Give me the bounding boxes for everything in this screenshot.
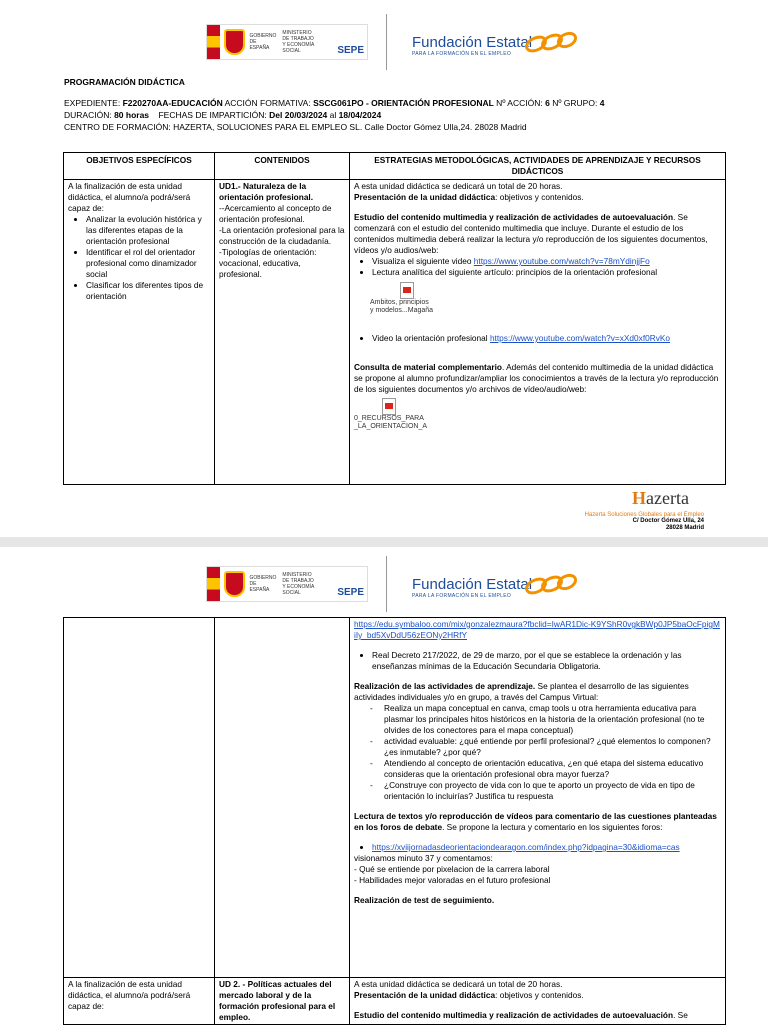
- grupo-value: 4: [599, 98, 605, 108]
- table-row: [64, 180, 726, 485]
- lectura-intro: [354, 811, 721, 833]
- video1-link[interactable]: https://www.youtube.com/watch?v=78mYdinjjFo: [473, 256, 650, 266]
- ud1-consulta: [354, 362, 721, 395]
- estrategias-cell-continued: [350, 618, 726, 978]
- grupo-label: Nº GRUPO:: [549, 98, 600, 108]
- contenido-item: -Tipologías de orientación: vocacional, educativa, profesional.: [219, 247, 317, 279]
- recursos-list: [354, 256, 721, 278]
- consulta-bold: Consulta de material complementario: [354, 362, 502, 372]
- government-logo: [206, 24, 368, 60]
- centro-line: CENTRO DE FORMACIÓN: HAZERTA, SOLUCIONES PARA EL EMPLEO SL. Calle Doctor Gómez Ulla,24. 28028 Madrid: [64, 122, 527, 132]
- list-item: [372, 256, 721, 267]
- list-item: [372, 333, 721, 344]
- ministry-text: MINISTERIO DE TRABAJO Y ECONOMÍA SOCIAL: [282, 30, 315, 54]
- programacion-table: [63, 152, 726, 485]
- num-accion-value: 6: [545, 98, 550, 108]
- actividades-list: [354, 703, 721, 802]
- attachment-label: Ambitos, principios y modelos...Magaña: [370, 299, 434, 314]
- objetivos-cell-empty: [64, 618, 215, 978]
- ud1-presentacion: [354, 192, 721, 203]
- document-title: PROGRAMACIÓN DIDÁCTICA: [64, 77, 185, 87]
- list-item: • Analizar la evolución histórica y las diferentes etapas de la orientación profesional: [86, 214, 210, 247]
- hazerta-logo: [632, 488, 689, 509]
- num-accion-label: Nº ACCIÓN:: [493, 98, 546, 108]
- fecha-al: 18/04/2024: [338, 110, 382, 120]
- ud2-objetivos-cell: [64, 978, 215, 1025]
- foro-line: - Qué se entiende por pixelacion de la carrera laboral: [354, 864, 550, 874]
- programacion-table-continued: [63, 617, 726, 1025]
- fundacion-logo: [412, 576, 532, 599]
- actividades-rest: Se plantea el desarrollo de las siguientes actividades individuales y/o en grupo, a través del Campus Virtual:: [354, 681, 689, 702]
- list-item: [372, 842, 721, 853]
- hazerta-footer: [540, 512, 704, 532]
- actividades-intro: [354, 681, 721, 703]
- list-item: - actividad evaluable: ¿qué entiende por perfil profesional? ¿qué elementos lo componen? ¿es inmutable? ¿por qué?: [384, 736, 721, 758]
- contenido-item: --Acercamiento al concepto de orientación profesional.: [219, 203, 332, 224]
- expediente-label: EXPEDIENTE:: [64, 98, 123, 108]
- list-item: • Identificar el rol del orientador profesional como dinamizador social: [86, 247, 210, 280]
- list-item: • Clasificar los diferentes tipos de orientación: [86, 280, 210, 302]
- fundacion-subtitle: PARA LA FORMACIÓN EN EL EMPLEO: [412, 593, 512, 599]
- col-estrategias-header: ESTRATEGIAS METODOLÓGICAS, ACTIVIDADES DE APRENDIZAJE Y RECURSOS DIDÁCTICOS: [350, 153, 726, 180]
- consulta-rest: . Además del contenido multimedia de la unidad didáctica se propone al alumno profundizar/ampliar los conocimientos a través de la lectura y/o reproducción de los siguientes documentos y/o archivos de vídeo/audio/web:: [354, 362, 719, 394]
- duracion-line: [64, 109, 744, 121]
- duracion-value: 80 horas: [114, 110, 150, 120]
- pdf-file-icon: [400, 282, 414, 299]
- logo-divider: [386, 14, 387, 70]
- ud1-estudio: [354, 212, 721, 256]
- fundacion-subtitle: PARA LA FORMACIÓN EN EL EMPLEO: [412, 51, 512, 57]
- estudio-rest: . Se comenzará con el estudio del contenido multimedia que incluye. Durante el estudio de los contenidos multimedia deberá realizar la lectura y/o reproducción de los siguientes documentos, vídeos y/o audios/web:: [354, 212, 708, 255]
- list-item: - ¿Construye con proyecto de vida con lo que te aporto un proyecto de vida en tipo de orientación lo incluirías? Justifica tu respuesta: [384, 780, 721, 802]
- presentacion-bold: Presentación de la unidad didáctica: [354, 192, 496, 202]
- hazerta-logo-text: Hazerta: [632, 488, 689, 508]
- logo-divider: [386, 556, 387, 612]
- fundacion-rings-icon: [522, 30, 578, 54]
- accion-value: SSCG061PO - ORIENTACIÓN PROFESIONAL: [313, 98, 494, 108]
- foro-line: - Habilidades mejor valoradas en el futuro profesional: [354, 875, 551, 885]
- fundacion-title: Fundación Estatal: [412, 576, 533, 593]
- ud2-title: UD 2. - Políticas actuales del mercado laboral y de la formación profesional para el empleo.: [219, 979, 336, 1022]
- video1-text: Visualiza el siguiente video: [372, 256, 474, 266]
- attachment-label: 0_RECURSOS_PARA _LA_ORIENTACION_A: [354, 415, 428, 430]
- fundacion-logo: [412, 34, 532, 57]
- ud2-contenidos-cell: [215, 978, 350, 1025]
- ud1-contenidos-cell: [215, 180, 350, 485]
- presentacion-rest: : objetivos y contenidos.: [495, 990, 584, 1000]
- objetivos-intro: A la finalización de esta unidad didáctica, el alumno/a podrá/será capaz de:: [68, 979, 191, 1011]
- pdf-file-icon: [382, 398, 396, 415]
- estudio-bold: Estudio del contenido multimedia y realización de actividades de autoevaluación: [354, 212, 674, 222]
- actividades-bold: Realización de las actividades de aprendizaje.: [354, 681, 536, 691]
- attachment-recursos[interactable]: [354, 398, 721, 431]
- ud2-estudio: [354, 1010, 721, 1021]
- lectura-bold: Lectura de textos y/o reproducción de vídeos para comentario de las cuestiones planteadas en los foros de debate: [354, 811, 717, 832]
- duracion-label: DURACIÓN:: [64, 110, 115, 120]
- estudio-bold: Estudio del contenido multimedia y realización de actividades de autoevaluación: [354, 1010, 674, 1020]
- ud1-objetivos-cell: [64, 180, 215, 485]
- fundacion-title: Fundación Estatal: [412, 34, 533, 51]
- foro-link[interactable]: https://xviijornadasdeorientaciondearagon.com/index.php?idpagina=30&idioma=cas: [372, 842, 680, 852]
- video2-list: [354, 333, 721, 344]
- sepe-logo: SEPE: [337, 45, 364, 56]
- ministry-text: MINISTERIO DE TRABAJO Y ECONOMÍA SOCIAL: [282, 572, 315, 596]
- fechas-label: FECHAS DE IMPARTICIÓN:: [149, 110, 270, 120]
- objetivos-intro: A la finalización de esta unidad didáctica, el alumno/a podrá/será capaz de:: [68, 181, 191, 213]
- coat-of-arms-icon: [224, 571, 245, 597]
- list-item: • Real Decreto 217/2022, de 29 de marzo, por el que se establece la ordenación y las enseñanzas mínimas de la Educación Secundaria Obligatoria.: [372, 650, 721, 672]
- list-item: • Lectura analítica del siguiente artículo: principios de la orientación profesional: [372, 267, 721, 278]
- table-row: [64, 978, 726, 1025]
- ud1-horas: A esta unidad didáctica se dedicará un total de 20 horas.: [354, 181, 563, 191]
- fundacion-rings-icon: [522, 572, 578, 596]
- contenidos-cell-empty: [215, 618, 350, 978]
- presentacion-bold: Presentación de la unidad didáctica: [354, 990, 496, 1000]
- col-objetivos-header: OBJETIVOS ESPECÍFICOS: [64, 153, 215, 180]
- video2-text: Video la orientación profesional: [372, 333, 490, 343]
- accion-label: ACCIÓN FORMATIVA:: [222, 98, 314, 108]
- ud2-horas: A esta unidad didáctica se dedicará un total de 20 horas.: [354, 979, 563, 989]
- table-header-row: [64, 153, 726, 180]
- ud2-estrategias-cell: [350, 978, 726, 1025]
- government-logo: [206, 566, 368, 602]
- estudio-rest: . Se: [673, 1010, 688, 1020]
- page-separator: [0, 537, 768, 547]
- hazerta-tagline: Hazerta Soluciones Globales para el Empleo: [584, 512, 704, 518]
- fecha-al-word: al: [327, 110, 339, 120]
- list-item: - Atendiendo al concepto de orientación educativa, ¿en qué etapa del sistema educativo consideras que la orientación profesional obra mayor fuerza?: [384, 758, 721, 780]
- gov-text: GOBIERNO DE ESPAÑA: [249, 575, 277, 593]
- header-info: [64, 97, 744, 133]
- objetivos-list: [68, 214, 210, 302]
- sepe-logo: SEPE: [337, 587, 364, 598]
- col-contenidos-header: CONTENIDOS: [215, 153, 350, 180]
- presentacion-rest: : objetivos y contenidos.: [495, 192, 584, 202]
- ud1-estrategias-cell: [350, 180, 726, 485]
- gov-text: GOBIERNO DE ESPAÑA: [249, 33, 277, 51]
- video2-link[interactable]: https://www.youtube.com/watch?v=xXd0xf0RvKo: [489, 333, 671, 343]
- foro-line: visionamos minuto 37 y comentamos:: [354, 853, 493, 863]
- expediente-value: F220270AA-EDUCACIÓN: [122, 98, 223, 108]
- ud1-title: UD1.- Naturaleza de la orientación profesional.: [219, 181, 314, 202]
- foro-list: [354, 842, 721, 853]
- list-item: - Realiza un mapa conceptual en canva, cmap tools u otra herramienta educativa para plasmar los principales hitos históricos en la historia de la orientación profesional (no te olvides de los conectores para el mapa conceptual): [384, 703, 721, 736]
- symbaloo-link[interactable]: https://edu.symbaloo.com/mix/gonzalezmaura?fbclid=IwAR1Dic-K9YShR0vgkBWp0JP5baOcFpigMiIy_bd5XvDdU56zEONy2HRfY: [354, 619, 720, 640]
- real-decreto-list: [354, 650, 721, 672]
- hazerta-address2: 28028 Madrid: [665, 525, 704, 531]
- ud2-presentacion: [354, 990, 721, 1001]
- lectura-rest: . Se propone la lectura y comentario en los siguientes foros:: [442, 822, 663, 832]
- fecha-del: Del 20/03/2024: [269, 110, 328, 120]
- coat-of-arms-icon: [224, 29, 245, 55]
- test-seguimiento: Realización de test de seguimiento.: [354, 895, 495, 905]
- contenido-item: -La orientación profesional para la construcción de la ciudadanía.: [219, 225, 345, 246]
- table-row: [64, 618, 726, 978]
- expediente-line: [64, 97, 744, 109]
- hazerta-address1: C/ Doctor Gómez Ulla, 24: [632, 518, 704, 524]
- attachment-ambitos[interactable]: [370, 282, 721, 315]
